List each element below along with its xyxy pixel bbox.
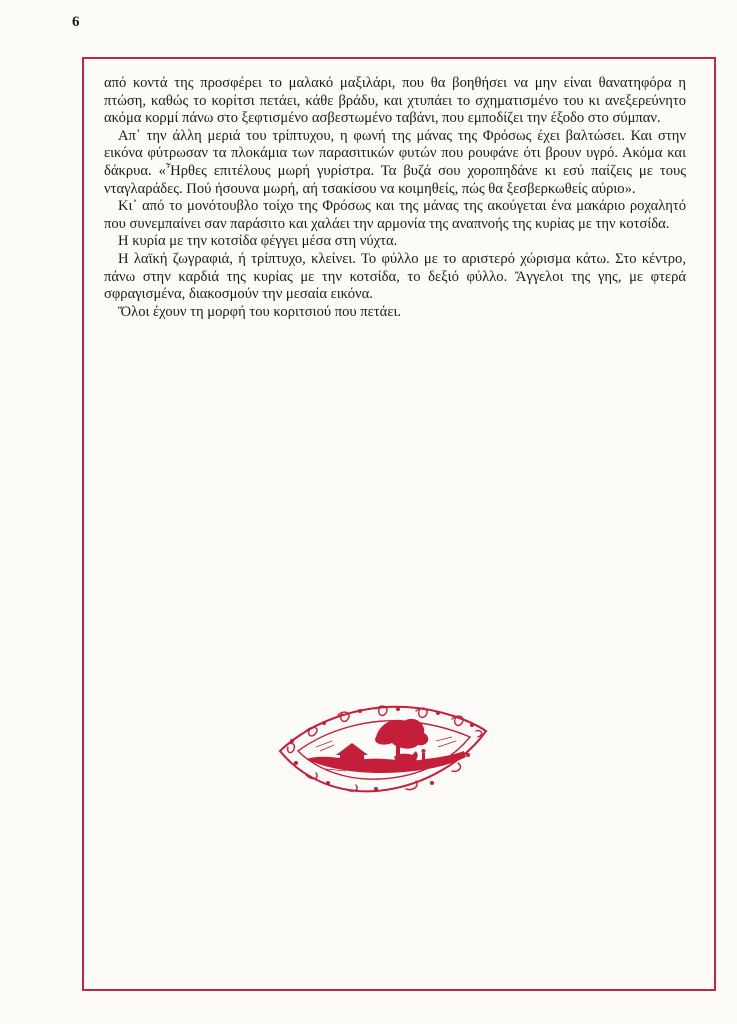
paragraph-5: Η λαϊκή ζωγραφιά, ή τρίπτυχο, κλείνει. Το φύλλο με το αριστερό χώρισμα κάτω. Στο κέντρο, πάνω στην καρδιά της κυρίας με την κοτσίδα, το δεξιό φύλλο. Ἄγγελοι της γης, με φτερά σφραγισμένα, διακοσμούν την μεσαία εικόνα. bbox=[104, 250, 686, 303]
paragraph-4: Η κυρία με την κοτσίδα φέγγει μέσα στη νύχτα. bbox=[118, 233, 398, 250]
body-text bbox=[104, 75, 686, 321]
paragraph-6: Ὅλοι έχουν τη μορφή του κοριτσιού που πετάει. bbox=[118, 303, 402, 320]
paragraph-1: από κοντά της προσφέρει το μαλακό μαξιλάρι, που θα βοηθήσει να μην είναι θανατηφόρα η πτώση, καθώς το κορίτσι πετάει, κάθε βράδυ, και χτυπάει το σχηματισμένο του κι ανεξερεύνητο ακόμα κορμί πάνω στο ξεφτισμένο ασβεστωμένο ταβάνι, που εμποδίζει την έξοδο στο σύμπαν. bbox=[104, 75, 686, 127]
page-number: 6 bbox=[72, 14, 80, 30]
paragraph-2: Απ᾽ την άλλη μεριά του τρίπτυχου, η φωνή της μάνας της Φρόσως έχει βαλτώσει. Και στην εικόνα φύτρωσαν τα πλοκάμια των παρασιτικών φυτών που ρουφάνε ότι βρουν υγρό. Ακόμα και δάκρυα. «Ἦρθες επιτέλους μωρή γυρίστρα. Τα βυζά σου χοροπηδάνε κι εσύ παίζεις με τους νταγλαράδες. Πού ήσουνα μωρή, αή τσακίσου να κοιμηθείς, πώς θα ξεσβερκωθείς αύριο». bbox=[104, 127, 686, 197]
landscape-vignette-ornament bbox=[276, 697, 490, 799]
paragraph-3: Κι᾽ από το μονότουβλο τοίχο της Φρόσως και της μάνας της ακούγεται ένα μακάριο ροχαλητό που συνεμπαίνει σαν παράσιτο και χαλάει την αρμονία της αναπνοής της κυρίας με την κοτσίδα. bbox=[104, 198, 686, 232]
